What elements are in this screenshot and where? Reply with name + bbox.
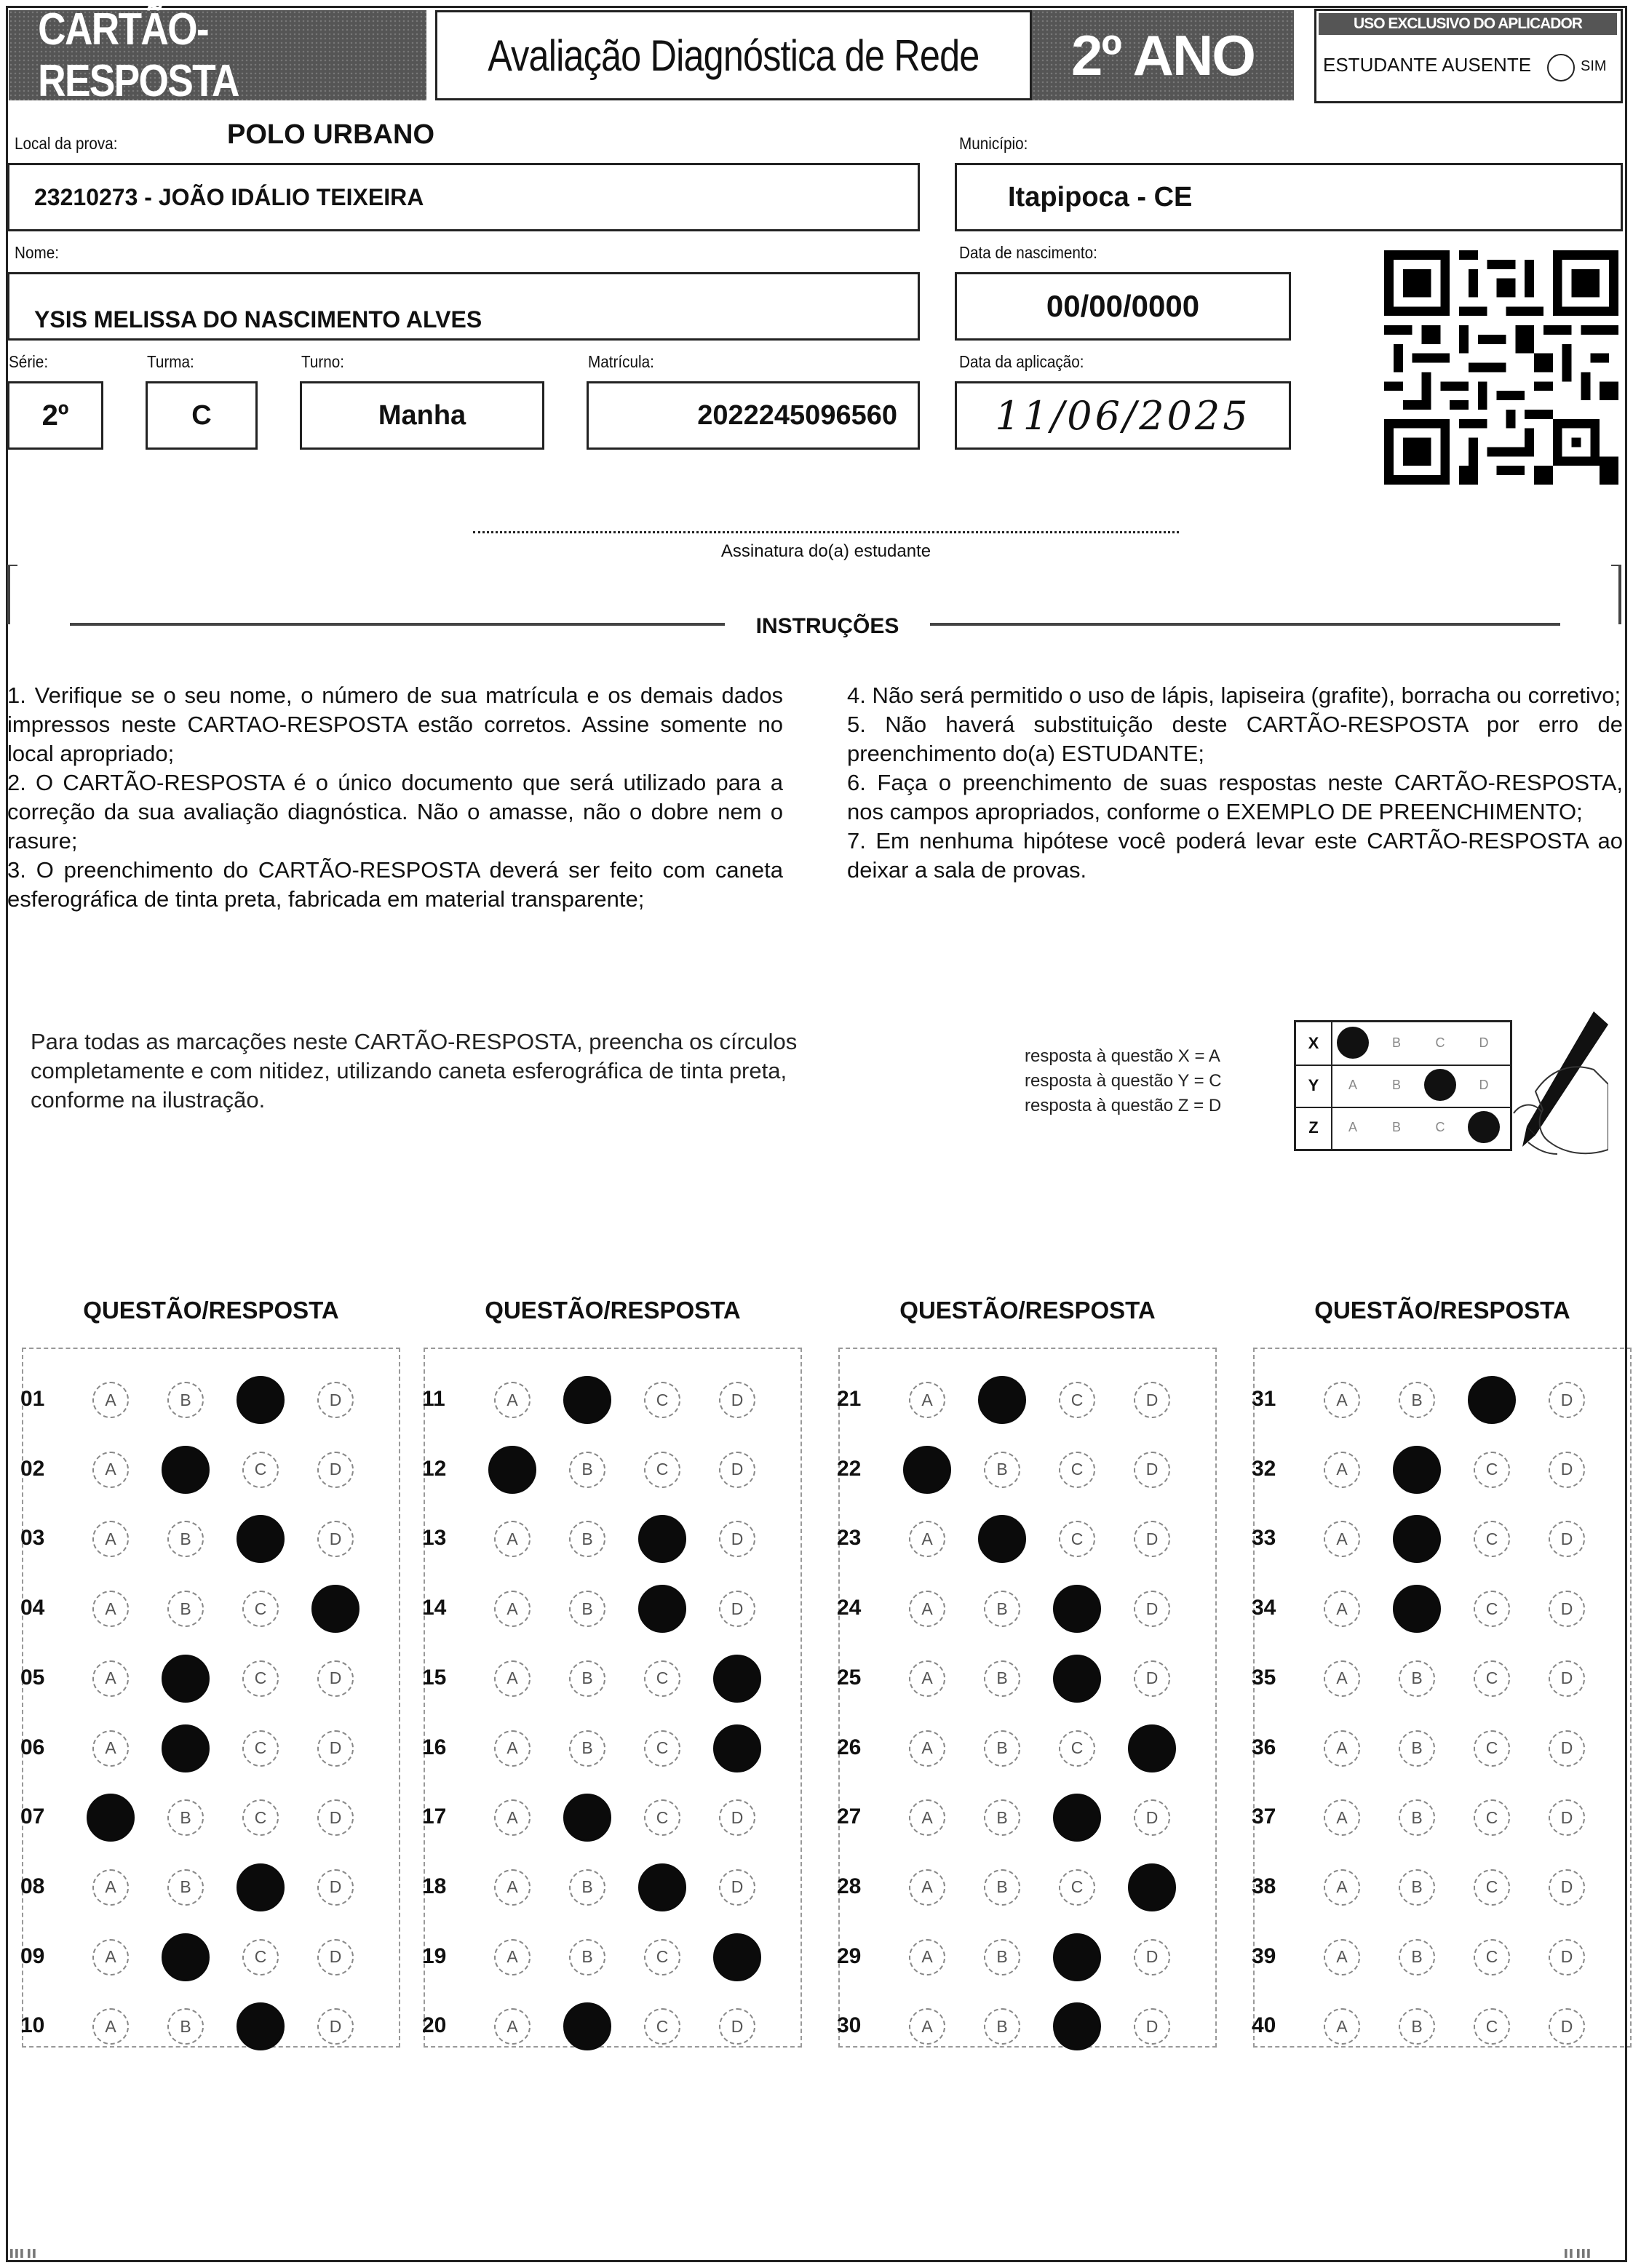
nascimento-label: Data de nascimento: [959,243,1097,262]
answer-bubble-a[interactable] [87,1794,135,1842]
answer-bubble-c[interactable]: C [1474,1521,1510,1557]
answer-bubble-d[interactable]: D [1549,1939,1585,1975]
local-field [7,163,920,231]
column-title: QUESTÃO/RESPOSTA [83,1297,339,1324]
local-value: 23210273 - JOÃO IDÁLIO TEIXEIRA [34,183,424,210]
answer-bubble-c[interactable] [237,1863,285,1911]
answer-bubble-d[interactable]: D [317,1730,354,1767]
answer-bubble-a[interactable]: A [909,2008,945,2045]
signature-label: Assinatura do(a) estudante [720,541,931,561]
question-number: 29 [837,1943,862,1968]
answer-bubble-d[interactable]: D [317,1521,354,1557]
answer-bubble-c[interactable] [1053,1794,1101,1842]
instructions-bracket-right [1611,565,1621,624]
instructions-rule-right [930,623,1560,626]
answer-bubble-c[interactable]: C [242,1452,279,1488]
question-number: 05 [20,1665,45,1690]
absent-checkbox[interactable] [1547,54,1575,81]
example-bubble: A [1348,1119,1357,1134]
answer-bubble-d[interactable]: D [1549,2008,1585,2045]
answer-bubble-b[interactable]: B [1399,1869,1435,1906]
answer-bubble-a[interactable]: A [92,1869,129,1906]
example-row [1296,1022,1510,1066]
instruction-7: 7. Em nenhuma hipótese você poderá levar este CARTÃO-RESPOSTA ao deixar a sala de provas. [847,828,1623,883]
instruction-1: 1. Verifique se o seu nome, o número de sua matrícula e os demais dados impressos neste CARTAO-RESPOSTA estão corretos. Assine somente no local apropriado; [7,683,783,766]
card-title: CARTÃO-RESPOSTA [38,4,239,106]
answer-bubble-d[interactable]: D [1549,1521,1585,1557]
question-number: 36 [1252,1735,1276,1759]
absent-option-label: SIM [1581,58,1607,74]
polo-label: POLO URBANO [227,119,434,150]
instructions-right [847,681,1623,885]
answer-bubble-d[interactable]: D [1134,1382,1170,1418]
question-number: 08 [20,1874,45,1898]
answer-bubble-a[interactable]: A [1324,2008,1360,2045]
answer-bubble-c[interactable]: C [644,1730,680,1767]
question-number: 12 [422,1456,447,1481]
question-number: 32 [1252,1456,1276,1481]
answer-bubble-a[interactable]: A [909,1799,945,1836]
answer-bubble-c[interactable]: C [1059,1730,1095,1767]
answer-bubble-c[interactable]: C [242,1939,279,1975]
instructions-title: INSTRUÇÕES [755,614,899,638]
answer-bubble-a[interactable]: A [494,1521,531,1557]
instructions-bracket-left [7,565,17,624]
nome-label: Nome: [15,243,59,262]
answer-bubble-b[interactable]: B [1399,1939,1435,1975]
question-number: 24 [837,1596,862,1620]
answer-bubble-d[interactable]: D [719,1869,755,1906]
answer-bubble-c[interactable] [638,1863,686,1911]
answer-bubble-d[interactable]: D [719,1382,755,1418]
answer-bubble-b[interactable] [162,1446,210,1494]
answer-bubble-a[interactable]: A [92,1939,129,1975]
example-bubble: D [1479,1077,1489,1092]
answer-bubble-c[interactable]: C [1059,1521,1095,1557]
answer-bubble-c[interactable]: C [1474,1869,1510,1906]
answer-bubble-c[interactable]: C [1059,1382,1095,1418]
grade-banner [1032,10,1294,100]
answer-bubble-d[interactable]: D [317,1869,354,1906]
question-number: 21 [837,1387,862,1411]
answer-bubble-d[interactable]: D [1549,1799,1585,1836]
question-number: 38 [1252,1874,1276,1898]
answer-bubble-d[interactable]: D [1134,1799,1170,1836]
instructions-left [7,681,783,914]
answer-bubble-c[interactable]: C [242,1730,279,1767]
example-instructions: Para todas as marcações neste CARTÃO-RESPOSTA, preencha os círculos completamente e com nitidez, utilizando caneta esferográfica de tinta preta, conforme na ilustração. [31,1029,798,1113]
question-number: 19 [422,1943,447,1968]
answer-bubble-b[interactable] [1393,1446,1441,1494]
example-row [1296,1107,1510,1150]
nome-value: YSIS MELISSA DO NASCIMENTO ALVES [34,306,482,333]
answer-bubble-b[interactable]: B [984,1452,1020,1488]
local-label: Local da prova: [15,134,118,153]
answer-bubble-c[interactable]: C [644,1660,680,1697]
answer-bubble-d[interactable]: D [1134,1660,1170,1697]
example-bubble: A [1348,1077,1357,1092]
answer-bubble-a[interactable]: A [1324,1382,1360,1418]
answer-bubble-b[interactable] [162,1655,210,1703]
answer-bubble-a[interactable]: A [494,1799,531,1836]
answer-bubble-c[interactable]: C [1059,1452,1095,1488]
answer-bubble-a[interactable]: A [92,2008,129,2045]
answer-bubble-d[interactable]: D [1549,1869,1585,1906]
answer-bubble-b[interactable]: B [1399,1799,1435,1836]
nascimento-value: 00/00/0000 [1046,289,1200,323]
question-number: 03 [20,1526,45,1551]
example-bubble [1337,1027,1369,1059]
answer-bubble-d[interactable] [311,1585,359,1633]
answer-bubble-b[interactable]: B [569,1660,605,1697]
answer-bubble-b[interactable]: B [167,1591,204,1627]
example-bubble: C [1435,1119,1445,1134]
question-number: 39 [1252,1943,1276,1968]
answer-bubble-d[interactable]: D [1134,1521,1170,1557]
example-bubble: D [1479,1035,1489,1050]
answer-bubble-c[interactable]: C [1474,1660,1510,1697]
answer-bubble-a[interactable]: A [1324,1660,1360,1697]
answer-bubble-c[interactable]: C [1474,1799,1510,1836]
answer-bubble-d[interactable] [1128,1863,1176,1911]
answer-bubble-b[interactable] [978,1376,1026,1424]
answer-bubble-b[interactable]: B [569,1452,605,1488]
turma-label: Turma: [147,352,194,371]
answer-bubble-b[interactable]: B [984,1869,1020,1906]
answer-bubble-b[interactable]: B [167,1382,204,1418]
example-row-label: Z [1296,1107,1332,1149]
answer-bubble-d[interactable] [713,1655,761,1703]
serie-field [7,381,103,450]
answer-bubble-a[interactable]: A [909,1591,945,1627]
answer-bubble-a[interactable]: A [1324,1521,1360,1557]
answer-bubble-b[interactable]: B [984,1730,1020,1767]
turma-value: C [191,399,212,431]
answer-bubble-b[interactable]: B [1399,2008,1435,2045]
answer-bubble-a[interactable]: A [494,1382,531,1418]
answer-bubble-d[interactable]: D [1549,1382,1585,1418]
answer-bubble-a[interactable]: A [909,1869,945,1906]
question-number: 15 [422,1665,447,1690]
answer-bubble-b[interactable]: B [569,1939,605,1975]
turno-label: Turno: [301,352,345,371]
matricula-field [587,381,920,450]
qr-code-icon [1383,250,1620,485]
answer-bubble-a[interactable]: A [92,1452,129,1488]
answer-bubble-b[interactable]: B [984,1591,1020,1627]
answer-bubble-b[interactable]: B [984,1660,1020,1697]
question-number: 11 [422,1387,445,1411]
answer-bubble-c[interactable]: C [644,1382,680,1418]
exam-title: Avaliação Diagnóstica de Rede [488,31,980,80]
answer-bubble-b[interactable]: B [569,1869,605,1906]
answer-bubble-b[interactable]: B [167,1869,204,1906]
answer-bubble-c[interactable]: C [644,1799,680,1836]
answer-bubble-d[interactable]: D [1549,1591,1585,1627]
question-number: 10 [20,2013,45,2038]
answer-bubble-b[interactable] [1393,1585,1441,1633]
answer-bubble-b[interactable] [563,1794,611,1842]
example-bubble: B [1391,1077,1401,1092]
exam-title-box [435,10,1032,100]
answer-bubble-a[interactable]: A [92,1521,129,1557]
answer-bubble-b[interactable] [1393,1515,1441,1563]
answer-bubble-b[interactable]: B [984,1799,1020,1836]
question-number: 37 [1252,1805,1276,1829]
instruction-2: 2. O CARTÃO-RESPOSTA é o único documento que será utilizado para a correção da sua avaliação diagnóstica. Não o amasse, não o dobre nem o rasure; [7,770,783,854]
answer-bubble-a[interactable]: A [909,1521,945,1557]
answer-bubble-a[interactable]: A [494,2008,531,2045]
matricula-value: 2022245096560 [697,399,897,431]
card-title-banner [9,4,426,106]
serie-label: Série: [9,352,49,371]
answer-bubble-a[interactable]: A [494,1660,531,1697]
nome-field [7,272,920,341]
question-number: 17 [422,1805,447,1829]
answer-bubble-d[interactable]: D [719,1521,755,1557]
answer-bubble-d[interactable]: D [1549,1660,1585,1697]
question-number: 13 [422,1526,447,1551]
turno-field [300,381,544,450]
aplicacao-label: Data da aplicação: [959,352,1084,371]
answer-bubble-a[interactable]: A [494,1591,531,1627]
answer-bubble-d[interactable] [1128,1724,1176,1772]
question-number: 33 [1252,1526,1276,1551]
answer-bubble-b[interactable]: B [984,2008,1020,2045]
answer-bubble-d[interactable]: D [1134,1591,1170,1627]
question-number: 31 [1252,1387,1276,1411]
example-bubble: C [1435,1035,1445,1050]
answer-bubble-c[interactable] [237,2002,285,2050]
answer-bubble-d[interactable]: D [317,1799,354,1836]
question-number: 07 [20,1805,45,1829]
question-number: 18 [422,1874,447,1898]
question-number: 09 [20,1943,45,1968]
answer-bubble-c[interactable]: C [1474,1452,1510,1488]
answer-bubble-a[interactable]: A [92,1660,129,1697]
question-number: 14 [422,1596,447,1620]
answer-bubble-c[interactable]: C [1474,1591,1510,1627]
example-row [1296,1065,1510,1108]
example-row-label: Y [1296,1065,1332,1107]
answer-bubble-d[interactable]: D [719,1452,755,1488]
answer-bubble-d[interactable]: D [317,1452,354,1488]
answer-bubble-b[interactable]: B [167,2008,204,2045]
answer-bubble-c[interactable] [1468,1376,1516,1424]
answer-bubble-d[interactable]: D [317,1939,354,1975]
answer-bubble-c[interactable]: C [1474,1730,1510,1767]
answer-bubble-d[interactable]: D [719,2008,755,2045]
answer-bubble-a[interactable]: A [909,1939,945,1975]
answer-bubble-c[interactable] [1053,1585,1101,1633]
question-number: 28 [837,1874,862,1898]
answer-bubble-a[interactable]: A [909,1730,945,1767]
answer-bubble-a[interactable] [488,1446,536,1494]
answer-bubble-c[interactable] [1053,1655,1101,1703]
answer-bubble-c[interactable]: C [644,2008,680,2045]
answer-bubble-a[interactable]: A [92,1591,129,1627]
question-number: 01 [20,1387,45,1411]
example-bubble [1424,1069,1456,1101]
answer-bubble-b[interactable] [563,2002,611,2050]
answer-bubble-a[interactable]: A [909,1660,945,1697]
instructions-rule-left [70,623,725,626]
answer-bubble-a[interactable]: A [1324,1452,1360,1488]
answer-bubble-d[interactable]: D [1549,1452,1585,1488]
answer-bubble-b[interactable]: B [1399,1730,1435,1767]
answer-bubble-a[interactable]: A [494,1869,531,1906]
answer-bubble-b[interactable]: B [167,1521,204,1557]
answer-bubble-a[interactable]: A [1324,1799,1360,1836]
answer-bubble-d[interactable] [713,1724,761,1772]
answer-bubble-b[interactable]: B [569,1521,605,1557]
answer-bubble-b[interactable]: B [1399,1660,1435,1697]
answer-bubble-c[interactable]: C [242,1660,279,1697]
corner-mark-left: ▌▌▌ ▌▌ [10,2250,39,2258]
instruction-3: 3. O preenchimento do CARTÃO-RESPOSTA deverá ser feito com caneta esferográfica de tinta preta, fabricada em material transparente; [7,857,783,912]
answer-bubble-a[interactable]: A [1324,1591,1360,1627]
question-number: 06 [20,1735,45,1759]
aplicacao-field[interactable] [955,381,1291,450]
answer-bubble-b[interactable] [162,1724,210,1772]
answer-bubble-b[interactable]: B [569,1730,605,1767]
answer-bubble-d[interactable]: D [317,1382,354,1418]
column-title: QUESTÃO/RESPOSTA [485,1297,741,1324]
answer-bubble-a[interactable]: A [494,1730,531,1767]
example-grid [1294,1020,1512,1151]
aplicacao-value: 11/06/2025 [995,392,1251,439]
question-number: 16 [422,1735,447,1759]
answer-bubble-a[interactable]: A [494,1939,531,1975]
instruction-5: 5. Não haverá substituição deste CARTÃO-RESPOSTA por erro de preenchimento do(a) ESTUDANTE; [847,712,1623,766]
answer-bubble-c[interactable]: C [242,1591,279,1627]
answer-bubble-b[interactable]: B [1399,1382,1435,1418]
answer-bubble-c[interactable] [237,1515,285,1563]
answer-bubble-c[interactable]: C [242,1799,279,1836]
signature-line[interactable] [473,531,1179,533]
answer-bubble-d[interactable]: D [1549,1730,1585,1767]
answer-bubble-c[interactable]: C [644,1452,680,1488]
question-number: 27 [837,1805,862,1829]
column-title: QUESTÃO/RESPOSTA [1314,1297,1570,1324]
serie-value: 2º [41,399,69,431]
municipio-value: Itapipoca - CE [1008,181,1193,212]
answer-bubble-c[interactable] [237,1376,285,1424]
example-bubble: B [1391,1119,1401,1134]
answer-bubble-b[interactable] [563,1376,611,1424]
question-number: 40 [1252,2013,1276,2038]
answer-bubble-c[interactable] [638,1585,686,1633]
absent-label: ESTUDANTE AUSENTE [1323,54,1532,76]
pen-hand-icon [1485,1004,1608,1171]
matricula-label: Matrícula: [588,352,654,371]
answer-bubble-d[interactable]: D [719,1591,755,1627]
example-row-label: X [1296,1022,1332,1065]
answer-bubble-c[interactable] [1053,2002,1101,2050]
instruction-4: 4. Não será permitido o uso de lápis, lapiseira (grafite), borracha ou corretivo; [847,683,1621,708]
answer-bubble-c[interactable]: C [1474,2008,1510,2045]
answer-bubble-d[interactable]: D [1134,1939,1170,1975]
answer-bubble-b[interactable] [162,1933,210,1981]
answer-bubble-d[interactable]: D [317,1660,354,1697]
question-number: 22 [837,1456,862,1481]
answer-bubble-a[interactable] [903,1446,951,1494]
example-line-z: resposta à questão Z = D [1025,1096,1222,1115]
answer-bubble-a[interactable]: A [1324,1939,1360,1975]
answer-bubble-b[interactable] [978,1515,1026,1563]
answer-bubble-a[interactable]: A [92,1730,129,1767]
answer-bubble-d[interactable]: D [317,2008,354,2045]
answer-bubble-a[interactable]: A [92,1382,129,1418]
answer-bubble-a[interactable]: A [1324,1730,1360,1767]
answer-bubble-c[interactable] [638,1515,686,1563]
example-line-x: resposta à questão X = A [1025,1046,1220,1066]
nascimento-field [955,272,1291,341]
question-number: 02 [20,1456,45,1481]
answer-bubble-d[interactable]: D [719,1799,755,1836]
instruction-6: 6. Faça o preenchimento de suas respostas neste CARTÃO-RESPOSTA, nos campos apropriados, conforme o EXEMPLO DE PREENCHIMENTO; [847,770,1623,824]
question-number: 26 [837,1735,862,1759]
answer-bubble-b[interactable]: B [569,1591,605,1627]
turma-field [146,381,258,450]
answer-bubble-b[interactable]: B [984,1939,1020,1975]
question-number: 23 [837,1526,862,1551]
municipio-field [955,163,1623,231]
example-bubble: B [1391,1035,1401,1050]
corner-mark-right: ▌▌ ▌▌▌ [1565,2250,1593,2258]
answer-bubble-d[interactable]: D [1134,2008,1170,2045]
answer-bubble-a[interactable]: A [1324,1869,1360,1906]
answer-bubble-c[interactable]: C [1059,1869,1095,1906]
aplicador-label: USO EXCLUSIVO DO APLICADOR [1319,13,1617,35]
example-line-y: resposta à questão Y = C [1025,1071,1222,1091]
answer-bubble-d[interactable]: D [1134,1452,1170,1488]
municipio-label: Município: [959,134,1028,153]
question-number: 04 [20,1596,45,1620]
turno-value: Manha [378,399,466,431]
grade-label: 2º ANO [1071,23,1255,87]
answer-bubble-b[interactable]: B [167,1799,204,1836]
answer-bubble-d[interactable] [713,1933,761,1981]
question-number: 34 [1252,1596,1276,1620]
answer-bubble-c[interactable]: C [644,1939,680,1975]
column-title: QUESTÃO/RESPOSTA [899,1297,1156,1324]
question-number: 30 [837,2013,862,2038]
answer-bubble-a[interactable]: A [909,1382,945,1418]
question-number: 25 [837,1665,862,1690]
answer-bubble-c[interactable]: C [1474,1939,1510,1975]
question-number: 35 [1252,1665,1276,1690]
answer-bubble-c[interactable] [1053,1933,1101,1981]
question-number: 20 [422,2013,447,2038]
